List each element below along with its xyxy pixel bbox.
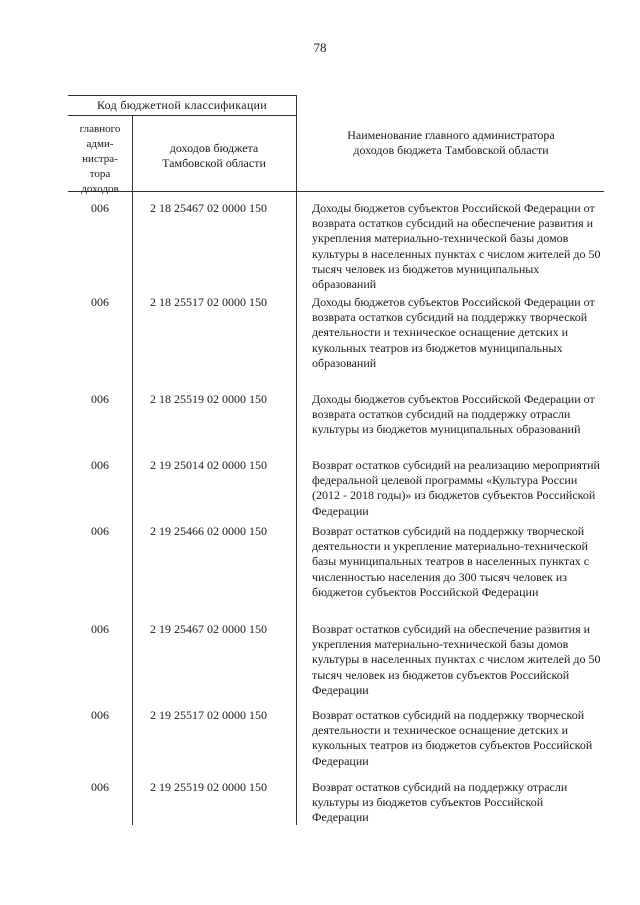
admin-code: 006 <box>91 201 109 215</box>
income-name: Возврат остатков субсидий на обеспечение развития и укрепления материально-технической базы домов культуры в населенных пунктах с числом жителей до 50 тысяч человек из бюджетов субъектов Российской Федерации <box>312 622 601 697</box>
header-name-line: Наименование главного администратора <box>347 128 555 142</box>
income-name: Возврат остатков субсидий на поддержку творческой деятельности и укрепление материально-технической базы муниципальных театров в населенных пунктах с численностью населения до 300 тысяч человек из бюджетов субъектов Российской Федерации <box>312 524 590 599</box>
income-name: Доходы бюджетов субъектов Российской Федерации от возврата остатков субсидий на поддержку творческой деятельности и техническое оснащение детских и кукольных театров из бюджетов муниципальных образований <box>312 295 595 370</box>
table-row <box>68 708 604 780</box>
table-row <box>68 622 604 708</box>
table-body <box>68 201 604 830</box>
admin-code: 006 <box>91 708 109 722</box>
admin-code: 006 <box>91 780 109 794</box>
header-admin-line: доходов <box>81 183 119 195</box>
income-code: 2 19 25467 02 0000 150 <box>150 622 267 636</box>
income-code: 2 18 25519 02 0000 150 <box>150 392 267 406</box>
header-admin-column <box>68 122 132 197</box>
header-income-line: доходов бюджета <box>169 141 259 155</box>
header-bottom-rule <box>68 191 604 192</box>
admin-code: 006 <box>91 392 109 406</box>
header-income-line: Тамбовской области <box>162 156 266 170</box>
header-code-group: Код бюджетной классификации <box>96 98 268 112</box>
table-row <box>68 295 604 392</box>
income-name: Возврат остатков субсидий на поддержку творческой деятельности и техническое оснащение детских и кукольных театров из бюджетов субъектов Российской Федерации <box>312 708 593 768</box>
table-row <box>68 524 604 622</box>
admin-code: 006 <box>91 295 109 309</box>
income-code: 2 19 25519 02 0000 150 <box>150 780 267 794</box>
page-number: 78 <box>313 40 327 55</box>
header-top-rule <box>68 95 296 96</box>
header-income-column <box>132 141 296 171</box>
income-name: Возврат остатков субсидий на поддержку отрасли культуры из бюджетов субъектов Российской Федерации <box>312 780 568 825</box>
header-admin-line: адми- <box>86 138 114 150</box>
header-name-column <box>298 128 604 158</box>
header-name-line: доходов бюджета Тамбовской области <box>353 143 549 157</box>
header-admin-line: нистра- <box>82 153 118 165</box>
income-code: 2 19 25466 02 0000 150 <box>150 524 267 538</box>
income-code: 2 19 25014 02 0000 150 <box>150 458 267 472</box>
table-row <box>68 392 604 458</box>
income-name: Доходы бюджетов субъектов Российской Федерации от возврата остатков субсидий на обеспечение развития и укрепления материально-технической базы домов культуры в населенных пунктах с числом жителей до 50 тысяч человек из бюджетов муниципальных образований <box>312 201 601 292</box>
table-row <box>68 458 604 524</box>
budget-classification-table <box>68 95 604 825</box>
table-row <box>68 201 604 295</box>
table-row <box>68 780 604 830</box>
admin-code: 006 <box>91 524 109 538</box>
header-group-rule <box>68 115 296 116</box>
admin-code: 006 <box>91 458 109 472</box>
income-code: 2 18 25467 02 0000 150 <box>150 201 267 215</box>
income-name: Возврат остатков субсидий на реализацию мероприятий федеральной целевой программы «Культура России (2012 - 2018 годы)» из бюджетов субъектов Российской Федерации <box>312 458 600 518</box>
income-code: 2 19 25517 02 0000 150 <box>150 708 267 722</box>
admin-code: 006 <box>91 622 109 636</box>
income-name: Доходы бюджетов субъектов Российской Федерации от возврата остатков субсидий на поддержку отрасли культуры из бюджетов муниципальных образований <box>312 392 595 437</box>
income-code: 2 18 25517 02 0000 150 <box>150 295 267 309</box>
header-admin-line: главного <box>79 123 121 135</box>
header-admin-line: тора <box>89 168 111 180</box>
